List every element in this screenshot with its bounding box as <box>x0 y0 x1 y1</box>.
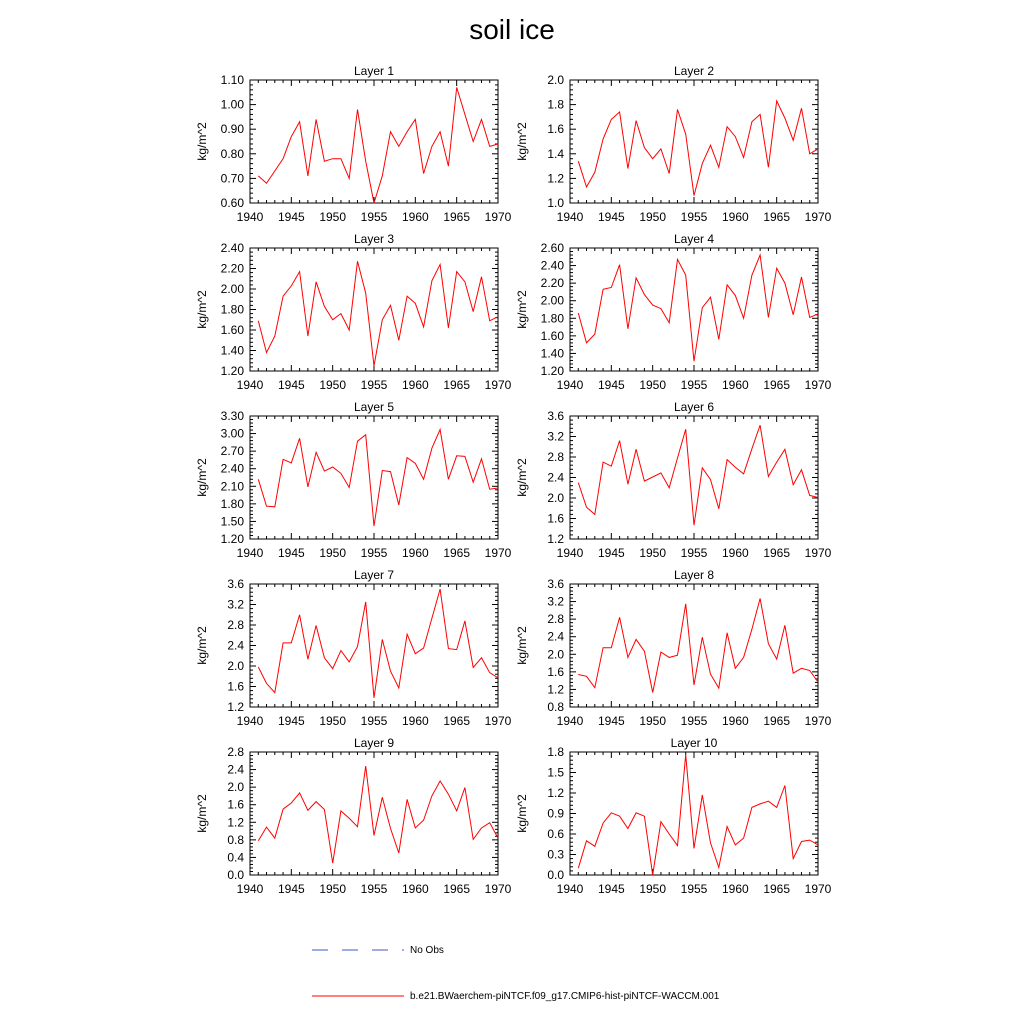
x-tick-label: 1960 <box>721 714 749 728</box>
x-tick-label: 1945 <box>597 882 625 896</box>
x-tick-label: 1940 <box>236 882 264 896</box>
x-tick-label: 1970 <box>484 210 512 224</box>
y-tick-label: 2.20 <box>540 276 564 291</box>
x-tick-label: 1945 <box>597 714 625 728</box>
x-tick-label: 1965 <box>443 210 471 224</box>
y-tick-label: 2.4 <box>547 470 564 485</box>
y-tick-label: 0.0 <box>547 868 564 882</box>
x-tick-label: 1945 <box>597 378 625 392</box>
y-axis-label: kg/m^2 <box>195 290 209 329</box>
y-tick-label: 3.2 <box>547 429 564 444</box>
x-tick-label: 1945 <box>277 378 305 392</box>
x-tick-label: 1960 <box>721 882 749 896</box>
y-tick-label: 1.8 <box>547 97 564 112</box>
series-line <box>578 101 818 196</box>
x-tick-label: 1940 <box>236 546 264 560</box>
y-tick-label: 2.20 <box>220 261 244 276</box>
y-tick-label: 1.6 <box>547 664 564 679</box>
y-tick-label: 1.20 <box>540 364 564 378</box>
panel-frame <box>570 248 818 371</box>
y-tick-label: 3.00 <box>220 426 244 441</box>
series-line <box>258 766 498 863</box>
y-tick-label: 1.8 <box>547 745 564 759</box>
y-tick-label: 2.40 <box>220 241 244 255</box>
y-tick-label: 0.0 <box>227 868 244 882</box>
x-tick-label: 1960 <box>401 378 429 392</box>
y-tick-label: 1.6 <box>227 679 244 694</box>
series-line <box>258 589 498 698</box>
y-axis-label: kg/m^2 <box>515 794 529 833</box>
x-tick-label: 1945 <box>597 210 625 224</box>
panel-title: Layer 7 <box>353 568 395 582</box>
x-tick-label: 1970 <box>804 210 832 224</box>
y-tick-label: 0.80 <box>220 146 244 161</box>
y-tick-label: 0.6 <box>547 827 564 841</box>
x-tick-label: 1950 <box>639 882 667 896</box>
x-tick-label: 1950 <box>639 378 667 392</box>
y-tick-label: 2.10 <box>220 479 244 494</box>
x-tick-label: 1945 <box>277 882 305 896</box>
y-tick-label: 2.70 <box>220 444 244 459</box>
y-tick-label: 1.20 <box>220 532 244 546</box>
x-tick-label: 1960 <box>721 378 749 392</box>
panel-10 <box>515 736 832 896</box>
series-line <box>258 261 498 366</box>
x-tick-label: 1965 <box>443 378 471 392</box>
y-tick-label: 2.40 <box>540 258 564 273</box>
panel-frame <box>250 80 498 203</box>
panel-frame <box>570 80 818 203</box>
panel-1 <box>195 64 512 224</box>
y-axis-label: kg/m^2 <box>195 458 209 497</box>
y-tick-label: 1.6 <box>547 122 564 137</box>
series-line <box>578 255 818 361</box>
x-tick-label: 1970 <box>804 882 832 896</box>
y-tick-label: 2.8 <box>227 745 244 759</box>
legend-noobs-label: No Obs <box>410 945 444 956</box>
y-axis-label: kg/m^2 <box>195 794 209 833</box>
panel-frame <box>250 584 498 707</box>
y-axis-label: kg/m^2 <box>515 458 529 497</box>
x-tick-label: 1940 <box>556 210 584 224</box>
x-tick-label: 1955 <box>360 378 388 392</box>
x-tick-label: 1965 <box>763 546 791 560</box>
x-tick-label: 1955 <box>360 546 388 560</box>
x-tick-label: 1940 <box>236 378 264 392</box>
panel-title: Layer 3 <box>353 232 395 246</box>
panel-frame <box>250 248 498 371</box>
y-tick-label: 2.0 <box>227 659 244 673</box>
panel-3 <box>195 232 512 392</box>
y-tick-label: 3.6 <box>547 409 564 423</box>
x-tick-label: 1955 <box>360 882 388 896</box>
x-tick-label: 1950 <box>319 546 347 560</box>
legend <box>312 945 720 1002</box>
y-tick-label: 1.60 <box>540 328 564 343</box>
y-tick-label: 1.40 <box>540 346 564 361</box>
y-tick-label: 0.70 <box>220 171 244 186</box>
y-tick-label: 1.6 <box>547 511 564 526</box>
panel-title: Layer 8 <box>673 568 715 582</box>
x-tick-label: 1950 <box>319 882 347 896</box>
y-tick-label: 2.60 <box>540 241 564 255</box>
series-line <box>578 755 818 875</box>
panel-6 <box>515 400 832 560</box>
y-tick-label: 0.60 <box>220 196 244 210</box>
y-tick-label: 1.2 <box>547 532 564 546</box>
y-tick-label: 3.2 <box>227 597 244 612</box>
x-tick-label: 1965 <box>443 546 471 560</box>
y-axis-label: kg/m^2 <box>195 122 209 161</box>
x-tick-label: 1940 <box>556 546 584 560</box>
y-tick-label: 1.80 <box>220 302 244 317</box>
y-tick-label: 1.2 <box>547 786 564 800</box>
panel-title: Layer 10 <box>670 736 718 750</box>
x-tick-label: 1970 <box>804 378 832 392</box>
x-tick-label: 1945 <box>277 546 305 560</box>
x-tick-label: 1950 <box>319 210 347 224</box>
x-tick-label: 1955 <box>680 546 708 560</box>
panel-title: Layer 9 <box>353 736 395 750</box>
y-tick-label: 2.8 <box>227 618 244 632</box>
x-tick-label: 1965 <box>763 714 791 728</box>
x-tick-label: 1955 <box>680 882 708 896</box>
y-tick-label: 2.8 <box>547 450 564 464</box>
y-axis-label: kg/m^2 <box>515 122 529 161</box>
y-tick-label: 1.5 <box>547 765 564 780</box>
x-tick-label: 1950 <box>319 378 347 392</box>
x-tick-label: 1950 <box>319 714 347 728</box>
x-tick-label: 1955 <box>360 210 388 224</box>
x-tick-label: 1950 <box>639 210 667 224</box>
panel-title: Layer 1 <box>353 64 395 78</box>
panel-4 <box>515 232 832 392</box>
y-tick-label: 1.2 <box>547 682 564 697</box>
series-line <box>578 425 818 525</box>
x-tick-label: 1940 <box>236 210 264 224</box>
panel-title: Layer 6 <box>673 400 715 414</box>
x-tick-label: 1940 <box>236 714 264 728</box>
panel-frame <box>250 752 498 875</box>
y-tick-label: 1.80 <box>220 496 244 511</box>
y-tick-label: 3.30 <box>220 409 244 423</box>
x-tick-label: 1945 <box>597 546 625 560</box>
series-line <box>258 430 498 527</box>
y-tick-label: 1.2 <box>227 700 244 714</box>
x-tick-label: 1965 <box>443 714 471 728</box>
panel-frame <box>570 752 818 875</box>
x-tick-label: 1960 <box>401 882 429 896</box>
y-tick-label: 0.8 <box>227 832 244 847</box>
y-tick-label: 3.2 <box>547 594 564 609</box>
x-tick-label: 1960 <box>721 210 749 224</box>
y-tick-label: 1.2 <box>227 815 244 830</box>
y-tick-label: 1.0 <box>547 196 564 210</box>
y-tick-label: 0.9 <box>547 806 564 821</box>
series-line <box>578 599 818 693</box>
x-tick-label: 1970 <box>804 546 832 560</box>
y-tick-label: 1.60 <box>220 323 244 337</box>
x-tick-label: 1955 <box>360 714 388 728</box>
y-axis-label: kg/m^2 <box>515 290 529 329</box>
panel-8 <box>515 568 832 728</box>
y-tick-label: 2.00 <box>540 293 564 308</box>
y-tick-label: 0.90 <box>220 122 244 137</box>
y-tick-label: 2.40 <box>220 461 244 476</box>
y-tick-label: 1.00 <box>220 97 244 112</box>
y-tick-label: 2.0 <box>227 780 244 795</box>
y-tick-label: 1.20 <box>220 364 244 378</box>
y-tick-label: 2.00 <box>220 282 244 296</box>
x-tick-label: 1945 <box>277 714 305 728</box>
y-tick-label: 0.8 <box>547 700 564 714</box>
panel-title: Layer 4 <box>673 232 715 246</box>
y-tick-label: 1.2 <box>547 171 564 186</box>
x-tick-label: 1965 <box>763 378 791 392</box>
y-tick-label: 2.0 <box>547 491 564 505</box>
y-axis-label: kg/m^2 <box>195 626 209 665</box>
x-tick-label: 1970 <box>484 714 512 728</box>
panel-2 <box>515 64 832 224</box>
x-tick-label: 1940 <box>556 378 584 392</box>
legend-series-label: b.e21.BWaerchem-piNTCF.f09_g17.CMIP6-hist-piNTCF-WACCM.001 <box>410 991 720 1002</box>
y-tick-label: 1.6 <box>227 797 244 812</box>
panel-5 <box>195 400 512 560</box>
x-tick-label: 1940 <box>556 882 584 896</box>
y-axis-label: kg/m^2 <box>515 626 529 665</box>
y-tick-label: 2.4 <box>547 629 564 644</box>
x-tick-label: 1945 <box>277 210 305 224</box>
y-tick-label: 1.40 <box>220 343 244 358</box>
y-tick-label: 2.4 <box>227 638 244 653</box>
y-tick-label: 1.4 <box>547 146 564 161</box>
y-tick-label: 1.50 <box>220 514 244 529</box>
panel-7 <box>195 568 512 728</box>
x-tick-label: 1960 <box>401 546 429 560</box>
y-tick-label: 1.80 <box>540 311 564 326</box>
x-tick-label: 1950 <box>639 714 667 728</box>
x-tick-label: 1955 <box>680 210 708 224</box>
x-tick-label: 1970 <box>804 714 832 728</box>
x-tick-label: 1955 <box>680 714 708 728</box>
y-tick-label: 0.4 <box>227 850 244 865</box>
y-tick-label: 2.0 <box>547 647 564 662</box>
y-tick-label: 3.6 <box>547 577 564 591</box>
y-tick-label: 2.0 <box>547 73 564 87</box>
series-line <box>258 87 498 203</box>
x-tick-label: 1965 <box>443 882 471 896</box>
chart-main-title: soil ice <box>469 14 555 45</box>
panel-title: Layer 2 <box>673 64 715 78</box>
panel-9 <box>195 736 512 896</box>
x-tick-label: 1940 <box>556 714 584 728</box>
x-tick-label: 1965 <box>763 210 791 224</box>
y-tick-label: 3.6 <box>227 577 244 591</box>
y-tick-label: 2.4 <box>227 762 244 777</box>
x-tick-label: 1955 <box>680 378 708 392</box>
x-tick-label: 1970 <box>484 378 512 392</box>
y-tick-label: 0.3 <box>547 847 564 862</box>
panel-frame <box>570 584 818 707</box>
panel-title: Layer 5 <box>353 400 395 414</box>
x-tick-label: 1960 <box>401 210 429 224</box>
x-tick-label: 1970 <box>484 882 512 896</box>
x-tick-label: 1960 <box>401 714 429 728</box>
x-tick-label: 1965 <box>763 882 791 896</box>
y-tick-label: 1.10 <box>220 73 244 87</box>
x-tick-label: 1950 <box>639 546 667 560</box>
panel-frame <box>250 416 498 539</box>
x-tick-label: 1960 <box>721 546 749 560</box>
x-tick-label: 1970 <box>484 546 512 560</box>
y-tick-label: 2.8 <box>547 612 564 627</box>
